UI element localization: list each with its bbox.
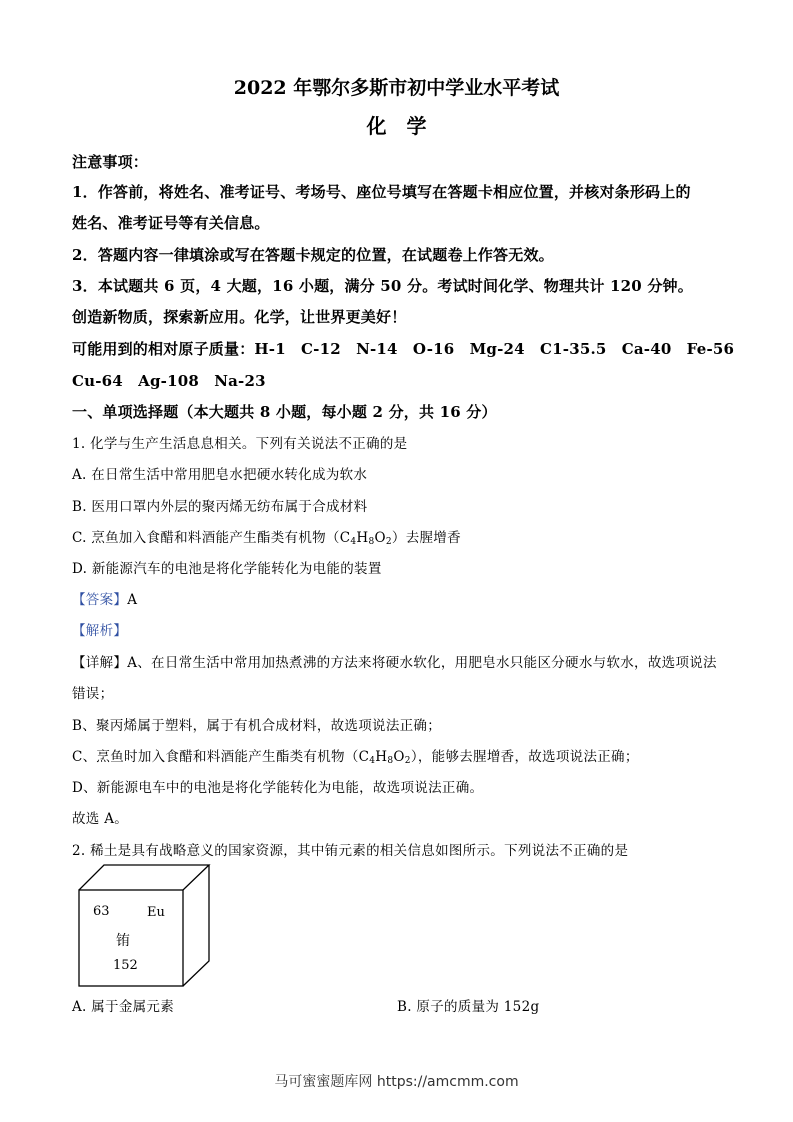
note-2: 2．答题内容一律填涂或写在答题卡规定的位置，在试题卷上作答无效。 xyxy=(72,246,554,264)
element-symbol: Eu xyxy=(147,905,165,920)
question-2-option-a: A. 属于金属元素 xyxy=(72,999,175,1015)
question-2-option-b: B. 原子的质量为 152g xyxy=(397,999,540,1015)
detail-tag: 【详解】 xyxy=(72,655,128,671)
detail-c-text-post: ），能够去腥增香，故选项说法正确； xyxy=(410,749,639,765)
analysis-tag: 【解析】 xyxy=(72,623,128,639)
detail-c-text-pre: C、烹鱼时加入食醋和料酒能产生酯类有机物（C xyxy=(72,749,370,765)
conclusion: 故选 A。 xyxy=(72,811,129,827)
question-2-stem: 2. 稀土是具有战略意义的国家资源，其中铕元素的相关信息如图所示。下列说法不正确的是 xyxy=(72,843,629,859)
detail-a-line-1 xyxy=(72,651,717,671)
question-1-option-c xyxy=(72,526,461,546)
formula-h: H xyxy=(356,530,369,546)
footer-watermark: 马可蜜蜜题库网 https://amcmm.com xyxy=(274,1074,519,1090)
question-1-stem: 1. 化学与生产生活息息相关。下列有关说法不正确的是 xyxy=(72,436,408,452)
detail-b: B、聚丙烯属于塑料，属于有机合成材料，故选项说法正确； xyxy=(72,718,442,734)
detail-d: D、新能源电车中的电池是将化学能转化为电能，故选项说法正确。 xyxy=(72,780,484,796)
section-heading: 一、单项选择题（本大题共 8 小题，每小题 2 分，共 16 分） xyxy=(72,403,497,421)
note-3: 3．本试题共 6 页，4 大题，16 小题，满分 50 分。考试时间化学、物理共计 120 分钟。 xyxy=(72,277,693,295)
note-1-line-1: 1．作答前，将姓名、准考证号、考场号、座位号填写在答题卡相应位置，并核对条形码上的 xyxy=(72,183,691,201)
answer-tag: 【答案】 xyxy=(72,592,128,608)
page-title: 2022 年鄂尔多斯市初中学业水平考试 xyxy=(233,77,560,99)
answer-line xyxy=(72,588,137,608)
detail-formula-h: H xyxy=(375,749,388,765)
detail-formula-sub-h: 8 xyxy=(387,756,394,766)
formula-sub-o: 2 xyxy=(385,537,392,547)
detail-formula-sub-c: 4 xyxy=(369,756,376,766)
atomic-masses-line-1: 可能用到的相对原子质量：H-1 C-12 N-14 O-16 Mg-24 C1-35.5 Ca-40 Fe-56 xyxy=(72,340,735,358)
detail-c xyxy=(72,745,639,765)
formula-sub-h: 8 xyxy=(368,537,375,547)
question-1-option-a: A. 在日常生活中常用肥皂水把硬水转化成为软水 xyxy=(72,467,368,483)
note-1-line-2: 姓名、准考证号等有关信息。 xyxy=(72,214,270,232)
answer-value: A xyxy=(127,592,138,608)
element-cube-figure xyxy=(78,864,213,988)
notes-heading: 注意事项： xyxy=(72,153,149,171)
question-1-option-d: D. 新能源汽车的电池是将化学能转化为电能的装置 xyxy=(72,561,382,577)
atomic-masses-line-2: Cu-64 Ag-108 Na-23 xyxy=(72,372,266,390)
option-c-text-post: ）去腥增香 xyxy=(391,530,461,546)
question-1-option-b: B. 医用口罩内外层的聚丙烯无纺布属于合成材料 xyxy=(72,499,368,515)
detail-formula-o: O xyxy=(393,749,405,765)
formula-sub-c: 4 xyxy=(350,537,357,547)
detail-a-text: A、在日常生活中常用加热煮沸的方法来将硬水软化，用肥皂水只能区分硬水与软水，故选项说法 xyxy=(127,655,717,671)
motto: 创造新物质，探索新应用。化学，让世界更美好！ xyxy=(72,308,407,326)
subject-title: 化 学 xyxy=(366,114,427,138)
detail-a-line-2: 错误； xyxy=(72,686,114,702)
atomic-number: 63 xyxy=(93,904,110,919)
detail-formula-sub-o: 2 xyxy=(404,756,411,766)
element-name: 铕 xyxy=(116,933,130,949)
option-c-text-pre: C. 烹鱼加入食醋和料酒能产生酯类有机物（C xyxy=(72,530,351,546)
atomic-mass: 152 xyxy=(113,958,138,973)
formula-o: O xyxy=(374,530,386,546)
